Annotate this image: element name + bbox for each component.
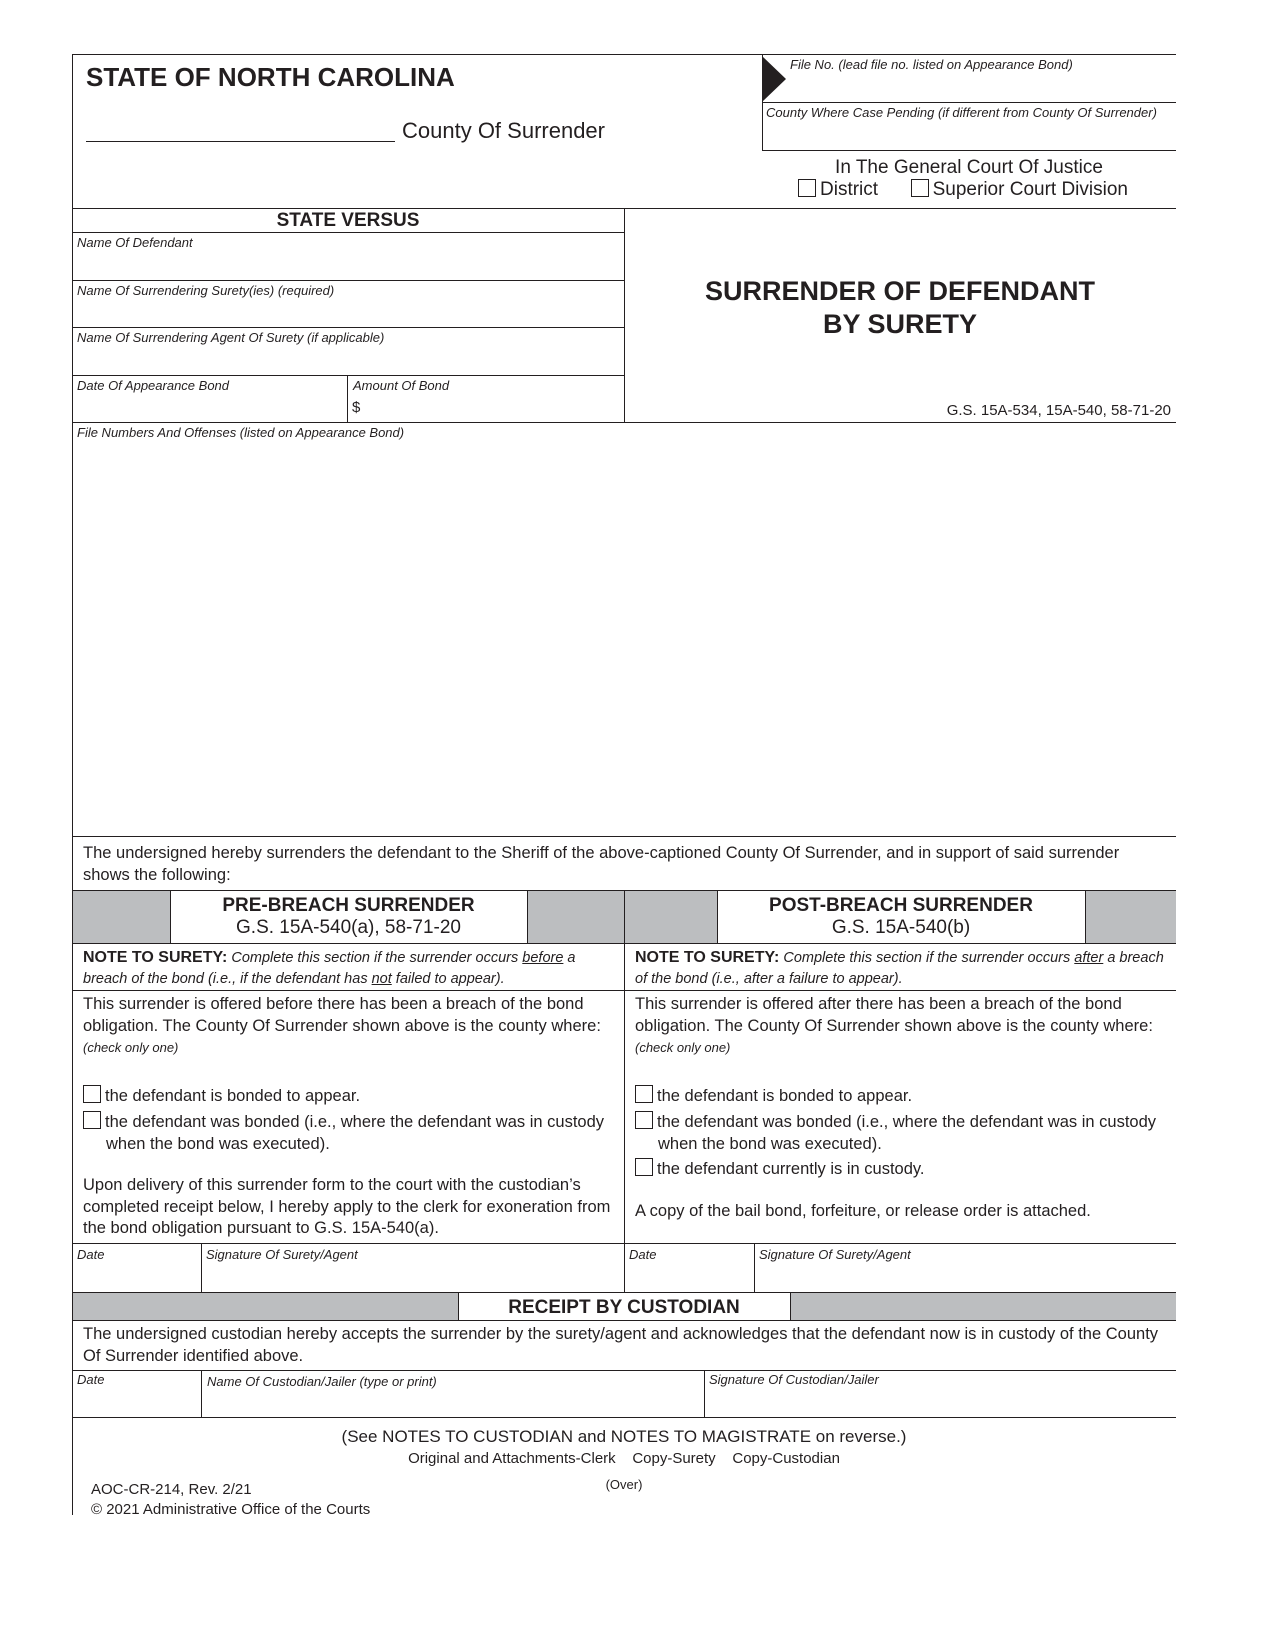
pre-date-label: Date — [77, 1247, 105, 1262]
column-divider — [624, 890, 625, 1292]
superior-checkbox[interactable] — [911, 179, 929, 197]
receipt-date-field[interactable] — [76, 1388, 198, 1415]
post-opt-was-bonded: the defendant was bonded (i.e., where the defendant was in custody when the bond was executed). — [635, 1111, 1178, 1155]
post-date-label: Date — [629, 1247, 657, 1262]
pre-signature-field[interactable] — [205, 1263, 620, 1290]
custodian-signature-label: Signature Of Custodian/Jailer — [709, 1372, 879, 1387]
defendant-label: Name Of Defendant — [77, 235, 193, 250]
post-opt2-checkbox[interactable] — [635, 1111, 653, 1129]
pre-opt1-checkbox[interactable] — [83, 1085, 101, 1103]
pre-signature-label: Signature Of Surety/Agent — [206, 1247, 358, 1262]
post-breach-body: This surrender is offered after there has been a breach of the bond obligation. The County Of Surrender shown above is the county where: (check only one) — [635, 995, 1153, 1055]
receipt-date-label: Date — [77, 1372, 105, 1387]
post-opt-in-custody: the defendant currently is in custody. — [635, 1158, 1165, 1181]
district-checkbox[interactable] — [798, 179, 816, 197]
post-signature-label: Signature Of Surety/Agent — [759, 1247, 911, 1262]
pre-breach-body: This surrender is offered before there has been a breach of the bond obligation. The County Of Surrender shown above is the county where: (check only one) — [83, 995, 601, 1055]
footer-over: (Over) — [605, 1477, 643, 1492]
surety-label: Name Of Surrendering Surety(ies) (required) — [77, 283, 335, 298]
title-line-1: SURRENDER OF DEFENDANT — [704, 276, 1095, 306]
dollar-sign: $ — [352, 399, 361, 416]
county-pending-label: County Where Case Pending (if different from County Of Surrender) — [766, 105, 1157, 120]
form-title — [624, 275, 1176, 341]
custodian-name-label: Name Of Custodian/Jailer (type or print) — [207, 1374, 437, 1389]
divider — [762, 102, 1176, 103]
custodian-name-field[interactable] — [206, 1390, 700, 1415]
court-name: In The General Court Of Justice — [835, 157, 1103, 178]
pre-closing-text: Upon delivery of this surrender form to the court with the custodian’s completed receipt below, I hereby apply to the clerk for exoneration from the bond obligation pursuant to G.S. 15A-540(a). — [83, 1176, 611, 1237]
superior-label: Superior Court Division — [932, 179, 1128, 200]
bond-date-label: Date Of Appearance Bond — [77, 378, 230, 393]
pre-opt-bonded-to-appear: the defendant is bonded to appear. — [83, 1085, 613, 1108]
divider — [762, 150, 1176, 151]
surety-name-field[interactable] — [76, 300, 620, 326]
district-label: District — [820, 179, 879, 200]
pre-date-field[interactable] — [76, 1263, 198, 1290]
custodian-signature-field[interactable] — [708, 1388, 1172, 1415]
form-number: AOC-CR-214, Rev. 2/21 — [91, 1481, 252, 1498]
post-opt1-checkbox[interactable] — [635, 1085, 653, 1103]
footer-copies: Original and Attachments-Clerk Copy-Surety Copy-Custodian — [408, 1450, 840, 1467]
county-label: County Of Surrender — [402, 118, 605, 143]
post-breach-title: POST-BREACH SURRENDER — [769, 895, 1033, 916]
pre-breach-note: NOTE TO SURETY: Complete this section if the surrender occurs before a breach of the bond (i.e., if the defendant has not failed to appear). — [83, 949, 576, 987]
receipt-title: RECEIPT BY CUSTODIAN — [508, 1297, 740, 1318]
bond-date-field[interactable] — [76, 395, 342, 420]
post-breach-note: NOTE TO SURETY: Complete this section if the surrender occurs after a breach of the bond (i.e., after a failure to appear). — [635, 949, 1164, 987]
receipt-body: The undersigned custodian hereby accepts the surrender by the surety/agent and acknowledges that the defendant now is in custody of the County Of Surrender identified above. — [83, 1325, 1159, 1365]
state-versus-heading: STATE VERSUS — [276, 210, 420, 231]
defendant-name-field[interactable] — [76, 252, 620, 278]
pre-opt-was-bonded: the defendant was bonded (i.e., where the defendant was in custody when the bond was executed). — [83, 1111, 626, 1155]
post-breach-statute: G.S. 15A-540(b) — [831, 917, 971, 938]
agent-label: Name Of Surrendering Agent Of Surety (if applicable) — [77, 330, 385, 345]
file-numbers-offenses-field[interactable] — [76, 444, 1172, 832]
copyright: © 2021 Administrative Office of the Courts — [91, 1501, 371, 1518]
top-border — [72, 54, 1176, 55]
file-numbers-label: File Numbers And Offenses (listed on Appearance Bond) — [77, 425, 405, 440]
post-closing-text: A copy of the bail bond, forfeiture, or release order is attached. — [635, 1202, 1091, 1220]
post-opt-bonded-to-appear: the defendant is bonded to appear. — [635, 1085, 1165, 1108]
statutes: G.S. 15A-534, 15A-540, 58-71-20 — [946, 402, 1171, 419]
pre-breach-statute: G.S. 15A-540(a), 58-71-20 — [236, 917, 461, 938]
title-line-2: BY SURETY — [822, 309, 978, 339]
post-opt3-checkbox[interactable] — [635, 1158, 653, 1176]
bond-amount-field[interactable] — [366, 395, 620, 420]
arrow-marker-icon — [762, 56, 786, 102]
post-signature-field[interactable] — [758, 1263, 1172, 1290]
intro-text: The undersigned hereby surrenders the defendant to the Sheriff of the above-captioned County Of Surrender, and in support of said surrender shows the following: — [83, 844, 1120, 884]
footer-notes: (See NOTES TO CUSTODIAN and NOTES TO MAGISTRATE on reverse.) — [341, 1427, 907, 1446]
pre-breach-title: PRE-BREACH SURRENDER — [222, 895, 475, 916]
county-pending-field[interactable] — [766, 120, 1171, 148]
file-no-field[interactable] — [790, 72, 1170, 100]
post-date-field[interactable] — [628, 1263, 750, 1290]
file-no-label: File No. (lead file no. listed on Appearance Bond) — [790, 57, 1073, 72]
state-heading: STATE OF NORTH CAROLINA — [86, 62, 455, 92]
agent-name-field[interactable] — [76, 347, 620, 373]
pre-opt2-checkbox[interactable] — [83, 1111, 101, 1129]
county-of-surrender-field[interactable] — [86, 141, 395, 142]
bond-amount-label: Amount Of Bond — [353, 378, 450, 393]
